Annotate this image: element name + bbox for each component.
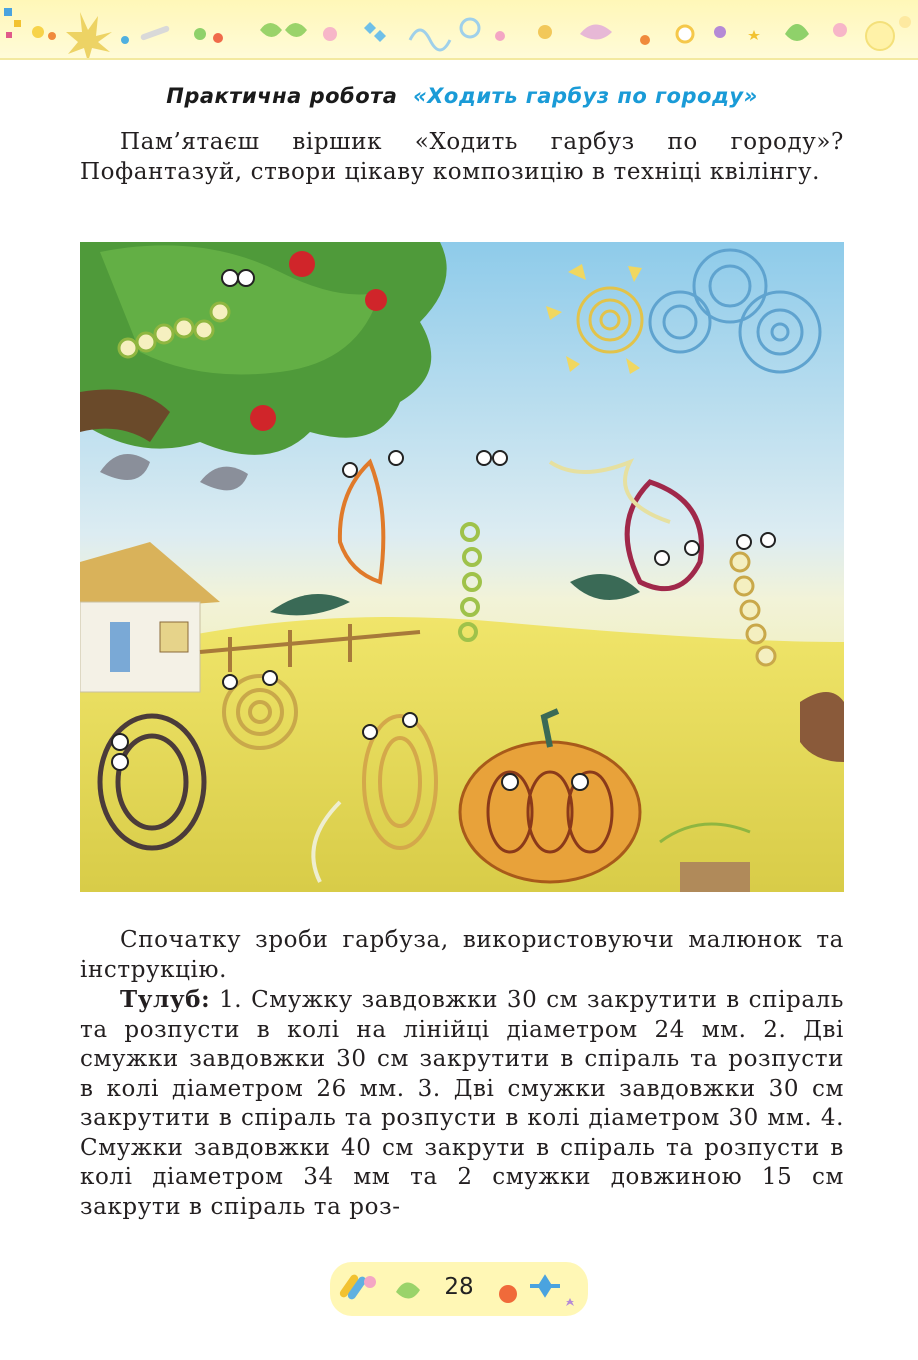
instruction-intro-paragraph: Спочатку зроби гарбуза, використовуючи малюнок та інструкцію. [80,927,844,983]
quilling-vegetables-garden-photo-icon [80,242,844,892]
page-number-strip [330,1262,588,1316]
body-label: Тулуб: [120,986,211,1013]
heading-label: Практична робота [166,84,398,108]
practical-work-heading [80,84,844,108]
top-decorative-border [0,0,918,60]
page-number: 28 [444,1274,474,1300]
intro-paragraph: Пам’ятаєш віршик «Ходить гарбуз по городу»? Пофантазуй, створи цікаву композицію в техніці квілінгу. [80,129,844,185]
ornament-strip-icon [0,0,918,58]
body-instructions-text: 1. Смужку завдовжки 30 см закрутити в спіраль та розпусти в колі на лінійці діаметром 24 мм. 2. Дві смужки завдовжки 30 см закрутити в спіраль та розпусти в колі діаметром 26 мм. 3. Дві смужки завдовжки 30 см закрутити в спіраль та розпусти в колі діаметром 30 мм. 4. Смужки завдовжки 40 см закрути в спіраль та розпусти в колі діаметром 34 мм та 2 смужки довжиною 15 см закрути в спіраль та роз- [80,987,844,1220]
heading-title: «Ходить гарбуз по городу» [413,84,758,108]
quilling-illustration [80,242,844,892]
body-instructions-paragraph [80,985,844,1222]
